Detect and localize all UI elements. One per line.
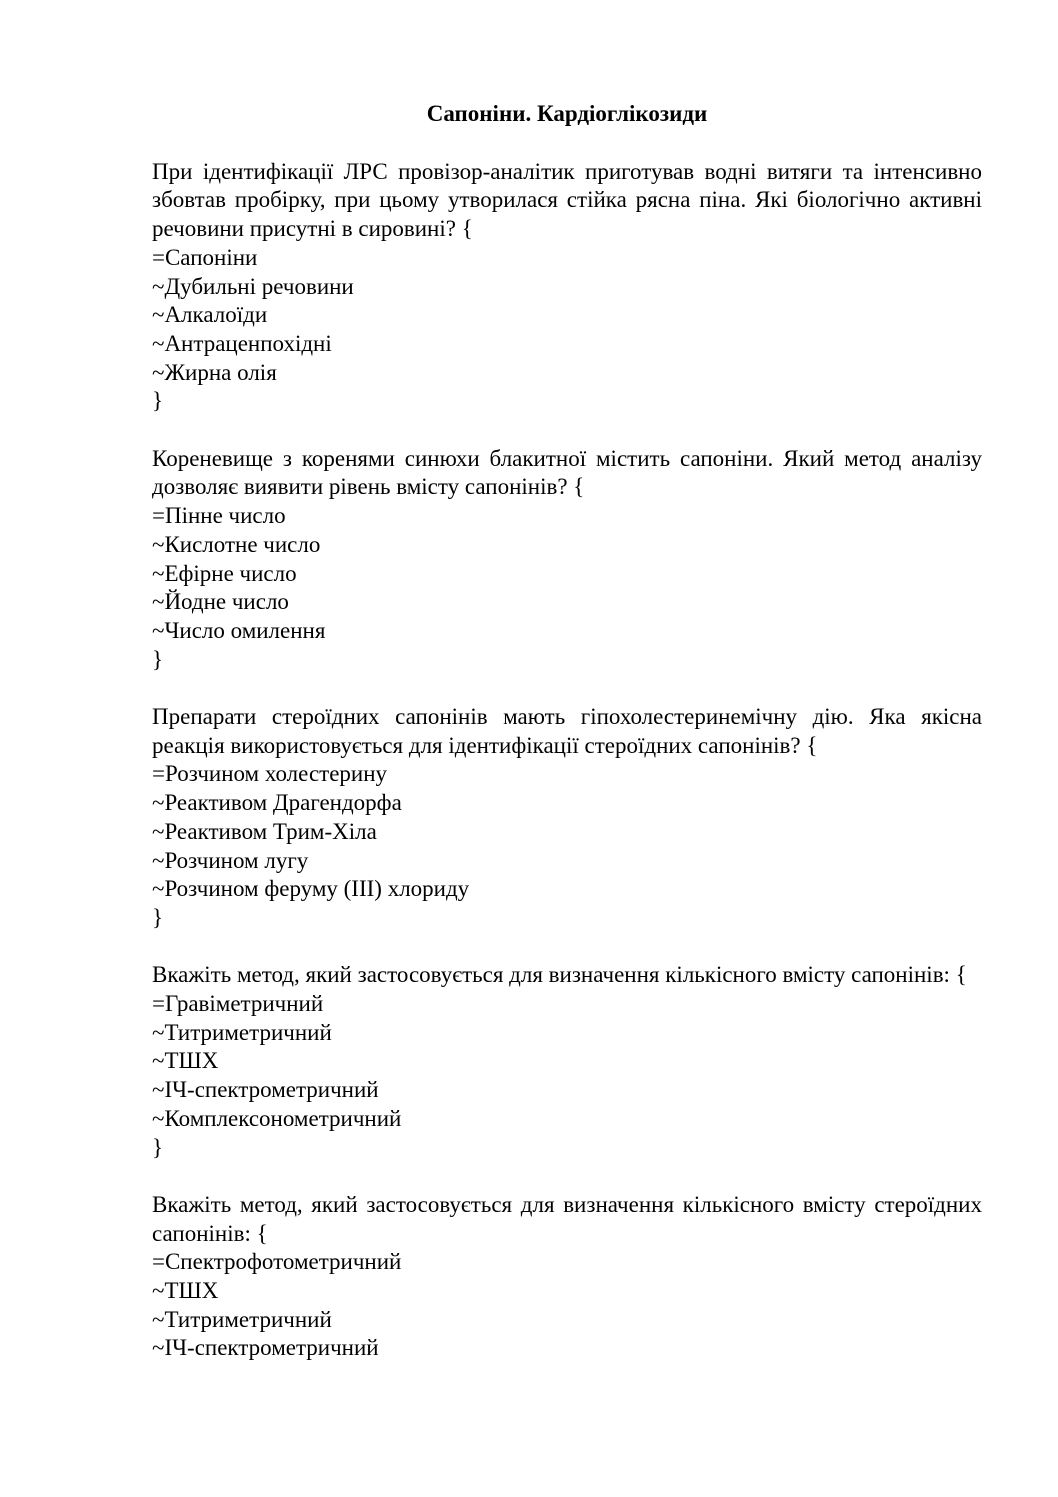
question-block-1 xyxy=(152,158,982,416)
document-page xyxy=(152,100,982,1392)
answer-option: ~Алкалоїди xyxy=(152,302,268,328)
answer-option: ~Комплексонометричний xyxy=(152,1105,402,1131)
answer-option: ~ТШХ xyxy=(152,1048,219,1074)
answer-option: ~Жирна олія xyxy=(152,359,277,385)
answer-option: ~Ефірне число xyxy=(152,560,297,586)
question-text: Препарати стероїдних сапонінів мають гіпохолестеринемічну дію. Яка якісна реакція використовується для ідентифікації стероїдних сапонінів? { xyxy=(152,704,982,758)
closing-brace: } xyxy=(152,904,164,930)
answer-option-correct: =Пінне число xyxy=(152,503,286,529)
answer-option: ~Йодне число xyxy=(152,589,289,615)
answer-option-correct: =Розчином холестерину xyxy=(152,761,388,787)
answer-option-correct: =Гравіметричний xyxy=(152,991,324,1017)
answer-option: ~Розчином феруму (III) хлориду xyxy=(152,876,470,902)
answer-option: ~Дубильні речовини xyxy=(152,273,354,299)
closing-brace: } xyxy=(152,388,164,414)
document-title: Сапоніни. Кардіоглікозиди xyxy=(426,101,708,126)
answer-option-correct: =Сапоніни xyxy=(152,244,258,270)
answer-option: ~Кислотне число xyxy=(152,531,321,557)
closing-brace: } xyxy=(152,1134,164,1160)
question-text: Вкажіть метод, який застосовується для визначення кількісного вмісту сапонінів: { xyxy=(152,962,967,988)
question-text: Вкажіть метод, який застосовується для визначення кількісного вмісту стероїдних сапонінів: { xyxy=(152,1191,982,1246)
answer-option: ~Реактивом Трим-Хіла xyxy=(152,818,377,844)
answer-option: ~ІЧ-спектрометричний xyxy=(152,1335,379,1361)
question-block-2 xyxy=(152,445,982,675)
answer-option: ~ІЧ-спектрометричний xyxy=(152,1077,379,1103)
answer-option: ~Титриметричний xyxy=(152,1306,332,1332)
answer-option: ~Число омилення xyxy=(152,617,326,643)
question-block-5 xyxy=(152,1191,982,1363)
question-block-4 xyxy=(152,961,982,1162)
closing-brace: } xyxy=(152,646,164,672)
answer-option-correct: =Спектрофотометричний xyxy=(152,1249,402,1275)
answer-option: ~Реактивом Драгендорфа xyxy=(152,790,402,816)
answer-option: ~Розчином лугу xyxy=(152,847,309,873)
answer-option: ~ТШХ xyxy=(152,1278,219,1304)
answer-option: ~Антраценпохідні xyxy=(152,330,332,356)
question-block-3 xyxy=(152,703,982,933)
question-text: Кореневище з коренями синюхи блакитної містить сапоніни. Який метод аналізу дозволяє виявити рівень вмісту сапонінів? { xyxy=(152,445,982,500)
answer-option: ~Титриметричний xyxy=(152,1019,332,1045)
question-text: При ідентифікації ЛРС провізор-аналітик приготував водні витяги та інтенсивно збовтав пробірку, при цьому утворилася стійка рясна піна. Які біологічно активні речовини присутні в сировині? { xyxy=(152,158,982,242)
